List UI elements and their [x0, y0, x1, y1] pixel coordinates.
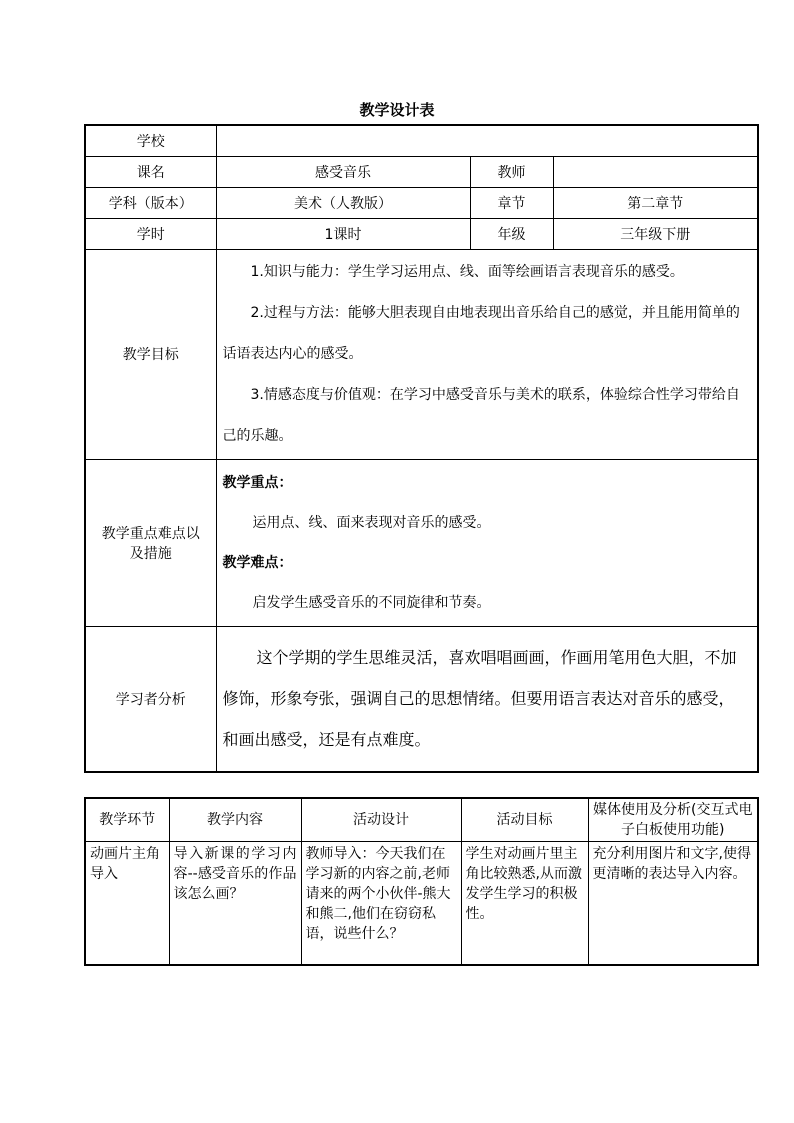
course-value: 感受音乐	[216, 156, 470, 187]
school-row	[85, 125, 758, 156]
school-value	[216, 125, 758, 156]
document-title: 教学设计表	[359, 101, 435, 119]
hours-value: 1课时	[216, 218, 470, 249]
goals-row	[85, 249, 758, 459]
teacher-label: 教师	[470, 156, 553, 187]
media-cell: 充分利用图片和文字,使得更清晰的表达导入内容。	[588, 841, 758, 965]
activity-cell: 教师导入：今天我们在学习新的内容之前,老师请来的两个小伙伴-熊大和熊二,他们在窃窃私语，说些什么？	[301, 841, 461, 965]
goal-item-2: 2.过程与方法：能够大胆表现自由地表现出音乐给自己的感觉，并且能用简单的话语表达内心的感受。	[222, 304, 740, 362]
goals-label: 教学目标	[85, 249, 216, 459]
stage-cell: 动画片主角导入	[85, 841, 169, 965]
chapter-value: 第二章节	[553, 187, 758, 218]
hours-row	[85, 218, 758, 249]
header-goal: 活动目标	[461, 798, 588, 841]
goal-item-1: 1.知识与能力：学生学习运用点、线、面等绘画语言表现音乐的感受。	[250, 263, 684, 280]
header-content: 教学内容	[169, 798, 301, 841]
design-table	[84, 124, 759, 773]
subject-row	[85, 187, 758, 218]
learner-text: 这个学期的学生思维灵活，喜欢唱唱画画，作画用笔用色大胆，不加修饰，形象夸张，强调自己的思想情绪。但要用语言表达对音乐的感受，和画出感受，还是有点难度。	[216, 626, 758, 772]
goals-content	[216, 249, 758, 459]
grade-value: 三年级下册	[553, 218, 758, 249]
key-points-label: 教学重点难点以及措施	[85, 459, 216, 626]
header-stage: 教学环节	[85, 798, 169, 841]
teacher-value	[553, 156, 758, 187]
learner-label: 学习者分析	[85, 626, 216, 772]
goal-cell: 学生对动画片里主角比较熟悉,从而激发学生学习的积极性。	[461, 841, 588, 965]
key-heading: 教学重点：	[222, 474, 293, 491]
header-activity: 活动设计	[301, 798, 461, 841]
key-points-row	[85, 459, 758, 626]
header-media: 媒体使用及分析(交互式电子白板使用功能)	[588, 798, 758, 841]
course-row	[85, 156, 758, 187]
process-header-row	[85, 798, 758, 841]
difficulty-heading: 教学难点：	[222, 554, 293, 571]
process-table	[84, 797, 759, 966]
subject-value: 美术（人教版）	[216, 187, 470, 218]
key-points-content	[216, 459, 758, 626]
process-row	[85, 841, 758, 965]
grade-label: 年级	[470, 218, 553, 249]
key-text: 运用点、线、面来表现对音乐的感受。	[252, 514, 491, 531]
content-cell: 导入新课的学习内容--感受音乐的作品该怎么画？	[169, 841, 301, 965]
difficulty-text: 启发学生感受音乐的不同旋律和节奏。	[252, 594, 491, 611]
chapter-label: 章节	[470, 187, 553, 218]
subject-label: 学科（版本）	[85, 187, 216, 218]
learner-row	[85, 626, 758, 772]
school-label: 学校	[85, 125, 216, 156]
goal-item-3: 3.情感态度与价值观：在学习中感受音乐与美术的联系，体验综合性学习带给自己的乐趣。	[222, 386, 740, 444]
course-label: 课名	[85, 156, 216, 187]
hours-label: 学时	[85, 218, 216, 249]
